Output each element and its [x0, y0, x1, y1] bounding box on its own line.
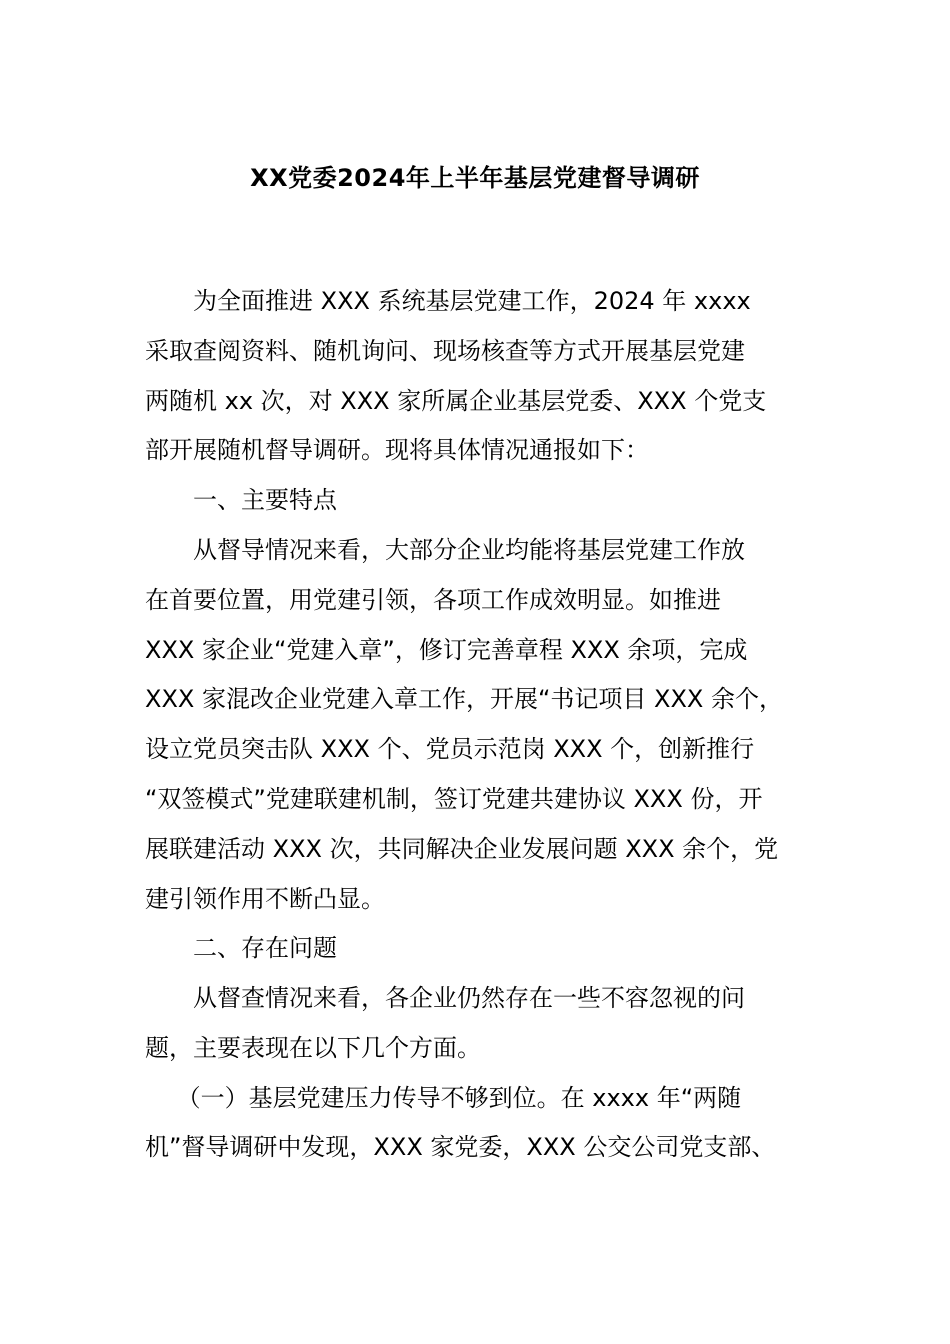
paragraph-line: 采取查阅资料、随机询问、现场核查等方式开展基层党建 — [145, 337, 745, 365]
subsection-line: （一）基层党建压力传导不够到位。在 xxxx 年“两随 — [145, 1084, 742, 1112]
paragraph-line: 机”督导调研中发现，XXX 家党委，XXX 公交公司党支部、 — [145, 1133, 776, 1161]
paragraph-line: 题，主要表现在以下几个方面。 — [145, 1034, 481, 1062]
paragraph-line: 从督查情况来看，各企业仍然存在一些不容忽视的问 — [145, 984, 745, 1012]
paragraph-line: “双签模式”党建联建机制，签订党建共建协议 XXX 份，开 — [145, 785, 763, 813]
paragraph-line: 展联建活动 XXX 次，共同解决企业发展问题 XXX 余个，党 — [145, 835, 779, 863]
paragraph-line: 从督导情况来看，大部分企业均能将基层党建工作放 — [145, 536, 745, 564]
paragraph-line: 部开展随机督导调研。现将具体情况通报如下： — [145, 436, 649, 464]
paragraph-line: 为全面推进 XXX 系统基层党建工作，2024 年 xxxx — [145, 287, 751, 315]
document-title: XX党委2024年上半年基层党建督导调研 — [250, 164, 700, 192]
paragraph-line: XXX 家企业“党建入章”，修订完善章程 XXX 余项，完成 — [145, 636, 748, 664]
section-heading: 一、主要特点 — [145, 486, 337, 514]
paragraph-line: 在首要位置，用党建引领，各项工作成效明显。如推进 — [145, 586, 721, 614]
paragraph-line: 设立党员突击队 XXX 个、党员示范岗 XXX 个，创新推行 — [145, 735, 755, 763]
section-heading: 二、存在问题 — [145, 934, 337, 962]
paragraph-line: 两随机 xx 次，对 XXX 家所属企业基层党委、XXX 个党支 — [145, 387, 767, 415]
paragraph-line: 建引领作用不断凸显。 — [145, 885, 385, 913]
paragraph-line: XXX 家混改企业党建入章工作，开展“书记项目 XXX 余个， — [145, 685, 783, 713]
